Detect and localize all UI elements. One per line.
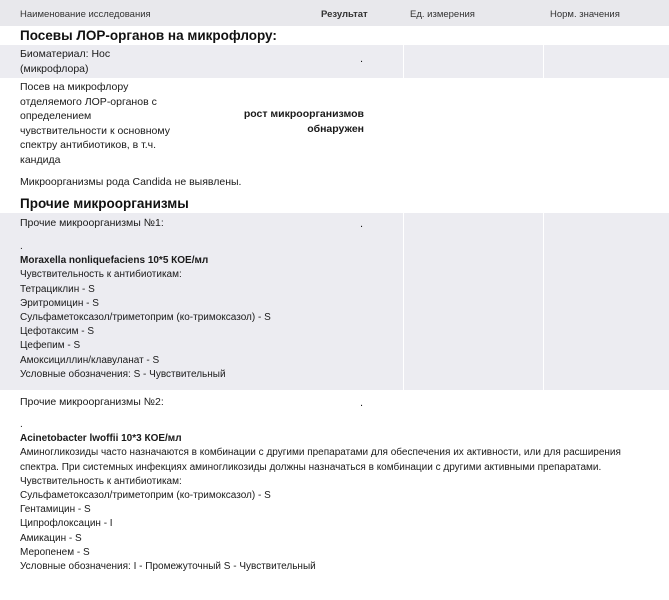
organism1-details: . Moraxella nonliquefaciens 10*5 КОЕ/мл Чувствительность к антибиотикам: Тетрациклин - S Эритромицин - S Сульфаметоксазол/триметоприм (ко-тримоксазол) - S Цефотаксим - S Цефепим - S Амоксициллин/клавуланат - S Условные обозначения: S - Чувствительный xyxy=(20,241,271,380)
organism2-details: . Acinetobacter lwoffii 10*3 КОЕ/мл Аминогликозиды часто назначаются в комбинации с другими препаратами для обеспечения их активности, или для расширения спектра. При системных инфекциях аминогликозиды должны назначаться в комбинации с другими активными препаратами. Чувствительность к антибиотикам: Сульфаметоксазол/триметоприм (ко-тримоксазол) - S Гентамицин - S Ципрофлоксацин - I Амикацин - S Меропенем - S Условные обозначения: I - Промежуточный S - Чувствительный xyxy=(20,418,660,574)
culture-result: рост микроорганизмов обнаружен xyxy=(243,108,364,135)
organism2-name: Acinetobacter lwoffii 10*3 КОЕ/мл xyxy=(20,433,182,445)
biomaterial-label: Биоматериал: Нос (микрофлора) xyxy=(20,48,111,75)
culture-label: Посев на микрофлору отделяемого ЛОР-органов с определением чувствительности к основному спектру антибиотиков, в т.ч. кандида xyxy=(20,81,170,166)
section-title-lor: Посевы ЛОР-органов на микрофлору: xyxy=(20,28,277,43)
header-name: Наименование исследования xyxy=(20,9,151,20)
organism1-result: . xyxy=(360,218,364,230)
organism2-label: Прочие микроорганизмы №2: xyxy=(20,396,164,408)
organism1-label: Прочие микроорганизмы №1: xyxy=(20,217,164,229)
aminoglycoside-note: Аминогликозиды часто назначаются в комбинации с другими препаратами для обеспечения их активности, или для расширения спектра. При системных инфекциях аминогликозиды должны назначаться в комбинации с другими активными препаратами. xyxy=(20,447,621,473)
candida-note: Микроорганизмы рода Candida не выявлены. xyxy=(20,176,242,188)
organism2-row xyxy=(0,392,669,582)
table-header xyxy=(0,0,669,26)
header-result: Результат xyxy=(321,9,368,20)
header-units: Ед. измерения xyxy=(410,9,475,20)
organism2-result: . xyxy=(360,397,364,409)
culture-row xyxy=(0,79,669,169)
section-title-other: Прочие микроорганизмы xyxy=(20,196,189,211)
organism1-row xyxy=(0,213,669,390)
biomaterial-result: . xyxy=(360,53,364,65)
organism1-name: Moraxella nonliquefaciens 10*5 КОЕ/мл xyxy=(20,255,209,267)
biomaterial-row xyxy=(0,45,669,78)
header-norm: Норм. значения xyxy=(550,9,620,20)
